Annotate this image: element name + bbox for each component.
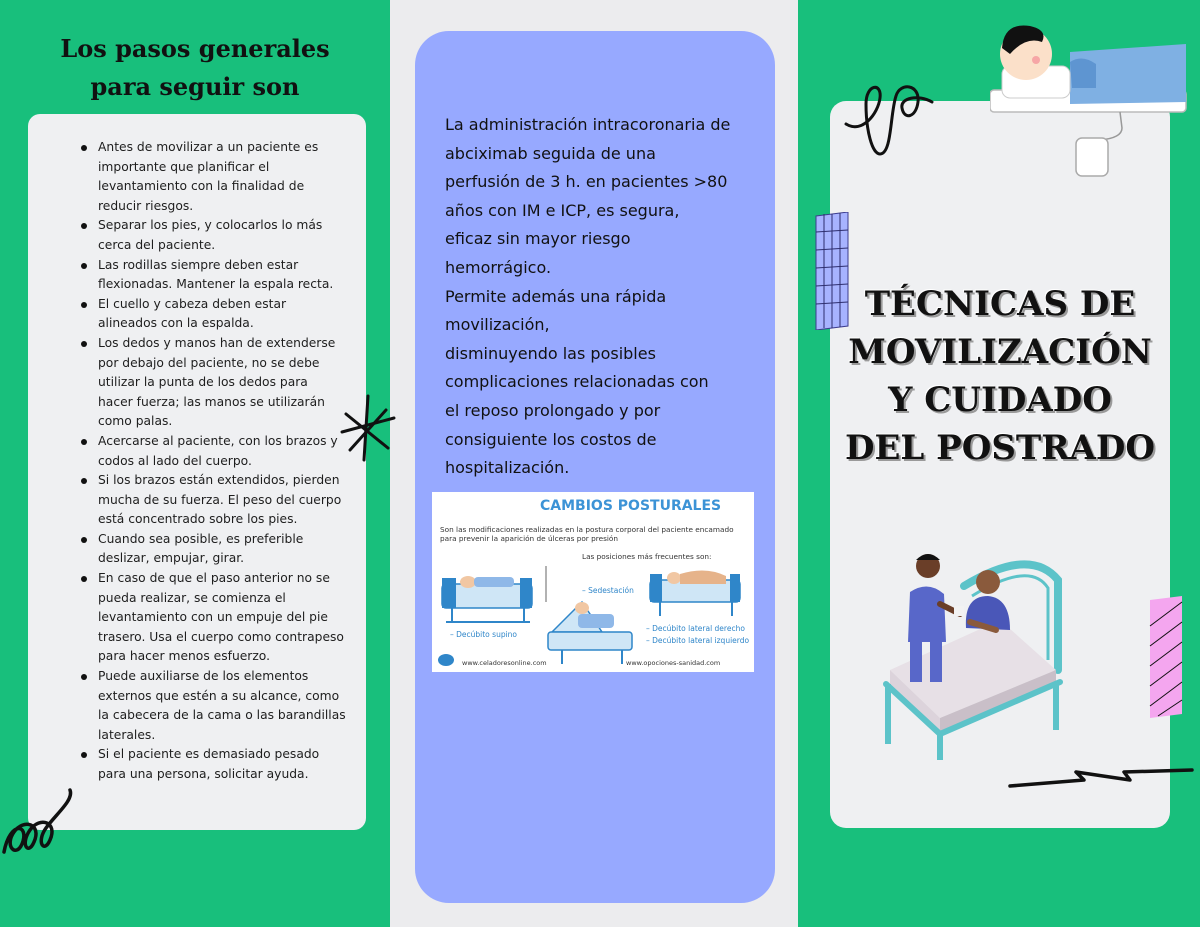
label-decubito-supino: – Decúbito supino (450, 630, 518, 639)
url-celadores: www.celadoresonline.com (462, 659, 547, 667)
step-item: Puede auxiliarse de los elementos externos que estén a su alcance, como la cabecera de la cama o las barandillas laterales. (98, 667, 346, 745)
step-item: Separar los pies, y colocarlos lo más cerca del paciente. (98, 216, 346, 255)
info-line: movilización, (445, 315, 550, 335)
info-line: años con IM e ICP, es segura, (445, 200, 680, 220)
info-line: complicaciones relacionadas con (445, 372, 709, 392)
info-line: Permite además una rápida (445, 286, 667, 306)
step-item: En caso de que el paso anterior no se pueda realizar, se comienza el levantamiento con un empuje del pie trasero. Usa el cuerpo como contrapeso para hacer menos esfuerzo. (98, 569, 346, 667)
pink-tape-icon (1148, 596, 1184, 718)
step-item: Cuando sea posible, es preferible deslizar, empujar, girar. (98, 530, 346, 569)
bed-supine-illustration-icon (438, 564, 538, 626)
nurse-and-patient-illustration-icon (880, 550, 1080, 762)
step-item: El cuello y cabeza deben estar alineados con la espalda. (98, 295, 346, 334)
url-oposiciones: www.opociones-sanidad.com (626, 659, 721, 667)
bed-lateral-illustration-icon (646, 564, 746, 620)
info-card (415, 31, 775, 903)
info-line: abciximab seguida de una (445, 143, 656, 163)
bed-sitting-illustration-icon (542, 562, 638, 668)
info-line: hospitalización. (445, 458, 570, 478)
steps-heading-line-1: Los pasos generales (60, 34, 330, 63)
steps-list (28, 138, 346, 785)
steps-heading (30, 30, 360, 106)
loop-doodle-icon (842, 74, 942, 164)
star-doodle-icon (334, 392, 400, 464)
label-decubito-lateral-derecho: – Decúbito lateral derecho (646, 624, 745, 633)
info-line: perfusión de 3 h. en pacientes >80 (445, 172, 728, 192)
step-item: Antes de movilizar a un paciente es importante que planificar el levantamiento con la finalidad de reducir riesgos. (98, 138, 346, 216)
info-line: La administración intracoronaria de (445, 115, 731, 134)
title-line: DEL POSTRADO (845, 428, 1155, 468)
steps-card (28, 114, 366, 830)
title-line: MOVILIZACIÓN (848, 332, 1152, 372)
title-line: TÉCNICAS DE (864, 284, 1136, 324)
label-sedestacion: – Sedestación (582, 586, 634, 595)
patient-in-bed-illustration-icon (990, 18, 1190, 180)
title-line: Y CUIDADO (888, 380, 1112, 420)
info-line: el reposo prolongado y por (445, 400, 661, 420)
label-decubito-lateral-izquierdo: – Decúbito lateral izquierdo (646, 636, 750, 645)
spiral-doodle-icon (0, 780, 90, 860)
step-item: Si el paciente es demasiado pesado para una persona, solicitar ayuda. (98, 745, 346, 784)
step-item: Acercarse al paciente, con los brazos y codos al lado del cuerpo. (98, 432, 346, 471)
infographic-title: CAMBIOS POSTURALES (540, 498, 722, 514)
info-line: hemorrágico. (445, 257, 552, 277)
postural-changes-infographic (432, 492, 754, 672)
step-item: Las rodillas siempre deben estar flexionadas. Mantener la espala recta. (98, 256, 346, 295)
brochure-title (830, 280, 1170, 472)
info-line: consiguiente los costos de (445, 429, 657, 449)
infographic-description: Son las modificaciones realizadas en la postura corporal del paciente encamado para prevenir la aparición de úlceras por presión (440, 525, 734, 543)
step-item: Si los brazos están extendidos, pierden mucha de su fuerza. El peso del cuerpo está concentrado sobre los pies. (98, 471, 346, 530)
info-line: eficaz sin mayor riesgo (445, 229, 631, 249)
step-item: Los dedos y manos han de extenderse por debajo del paciente, no se debe utilizar la punta de los dedos para hacer fuerza; las manos se utilizarán como palas. (98, 334, 346, 432)
steps-heading-line-2: para seguir son (90, 72, 300, 101)
info-line: disminuyendo las posibles (445, 343, 656, 363)
zigzag-doodle-icon (1006, 766, 1196, 794)
infographic-subtitle: Las posiciones más frecuentes son: (582, 552, 712, 561)
info-paragraph (445, 111, 765, 483)
snail-logo-icon (436, 650, 456, 668)
